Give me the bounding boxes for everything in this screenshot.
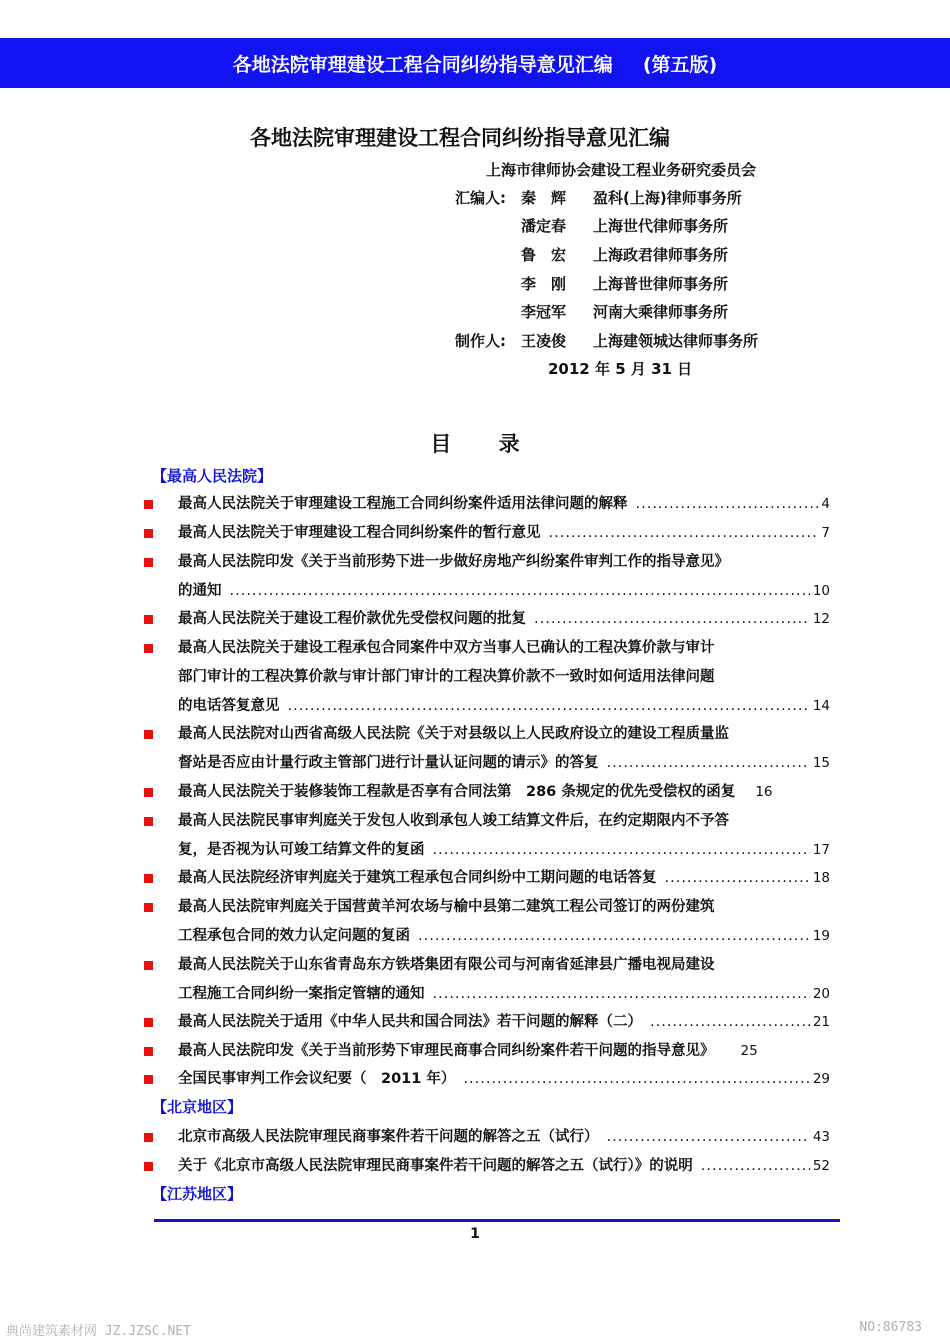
leader-dots	[636, 490, 819, 519]
watermark-site: 典尚建筑素材网 JZ.JZSC.NET	[6, 1324, 191, 1339]
bullet-icon	[144, 1075, 153, 1084]
toc-page-number: 52	[812, 1158, 830, 1174]
toc-page-number: 20	[812, 986, 830, 1002]
toc-page-number: 12	[812, 611, 830, 627]
leader-dots	[549, 519, 819, 548]
bullet-icon	[144, 615, 153, 624]
leader-dots	[534, 605, 810, 634]
bullet-icon	[144, 874, 153, 883]
page-number: 1	[470, 1226, 480, 1242]
credit-person: 秦 辉	[521, 188, 567, 207]
toc-page-number: 17	[812, 842, 830, 858]
bullet-icon	[144, 500, 153, 509]
leader-dots	[230, 577, 810, 606]
credit-row	[455, 186, 742, 208]
bullet-icon	[144, 730, 153, 739]
document-title: 各地法院审理建设工程合同纠纷指导意见汇编	[250, 126, 670, 150]
bullet-icon	[144, 788, 153, 797]
credit-person: 潘定春	[521, 216, 567, 235]
toc-page-number: 4	[821, 496, 830, 512]
leader-dots	[418, 922, 810, 951]
leader-dots	[288, 692, 810, 721]
leader-dots	[650, 1008, 810, 1037]
bullet-icon	[144, 1133, 153, 1142]
bullet-icon	[144, 529, 153, 538]
header-banner	[0, 38, 950, 88]
credit-row	[455, 214, 728, 236]
credit-firm: 河南大乘律师事务所	[593, 302, 729, 321]
toc-page-number: 10	[812, 583, 830, 599]
toc-page-number: 43	[812, 1129, 830, 1145]
bullet-icon	[144, 1018, 153, 1027]
credit-firm: 上海建领城达律师事务所	[593, 331, 759, 350]
toc-heading: 目 录	[430, 432, 540, 456]
leader-dots	[607, 1123, 810, 1152]
bullet-icon	[144, 558, 153, 567]
footer-rule	[154, 1219, 840, 1222]
credit-firm: 上海政君律师事务所	[593, 245, 729, 264]
credit-person: 王凌俊	[521, 331, 567, 350]
bullet-icon	[144, 903, 153, 912]
toc-page-number: 21	[812, 1014, 830, 1030]
credit-row	[455, 272, 728, 294]
credit-row	[455, 300, 728, 322]
bullet-icon	[144, 961, 153, 970]
leader-dots	[701, 1152, 810, 1181]
credit-firm: 盈科(上海)律师事务所	[593, 188, 742, 207]
toc-page-number: 25	[740, 1043, 758, 1059]
leader-dots	[433, 980, 810, 1009]
toc-page-number: 16	[755, 784, 773, 800]
toc-page-number: 14	[812, 698, 830, 714]
credit-person: 鲁 宏	[521, 245, 567, 264]
banner-title: 各地法院审理建设工程合同纠纷指导意见汇编	[232, 53, 613, 76]
watermark-id: NO:86783	[859, 1320, 922, 1335]
credit-role: 制作人:	[455, 331, 506, 350]
toc-page-number: 19	[812, 928, 830, 944]
credit-role: 汇编人:	[455, 188, 506, 207]
bullet-icon	[144, 817, 153, 826]
toc-section-jiangsu: 【江苏地区】	[152, 1185, 243, 1203]
bullet-icon	[144, 644, 153, 653]
credit-firm: 上海世代律师事务所	[593, 216, 729, 235]
leader-dots	[463, 1065, 809, 1094]
leader-dots	[665, 864, 810, 893]
toc-page-number: 29	[812, 1071, 830, 1087]
toc-page-number: 18	[812, 870, 830, 886]
credit-row	[455, 243, 728, 265]
bullet-icon	[144, 1162, 153, 1171]
toc-section-beijing: 【北京地区】	[152, 1098, 243, 1116]
organization: 上海市律师协会建设工程业务研究委员会	[486, 161, 757, 179]
toc-section-supreme-court: 【最高人民法院】	[152, 467, 273, 485]
toc-page-number: 15	[812, 755, 830, 771]
leader-dots	[433, 836, 810, 865]
banner-edition: (第五版)	[642, 53, 718, 76]
credit-person: 李冠军	[521, 302, 567, 321]
bullet-icon	[144, 1047, 153, 1056]
credit-person: 李 刚	[521, 274, 567, 293]
toc-page-number: 7	[821, 525, 830, 541]
leader-dots	[607, 749, 810, 778]
publication-date: 2012 年 5 月 31 日	[548, 360, 693, 378]
credit-firm: 上海普世律师事务所	[593, 274, 729, 293]
credit-row	[455, 329, 758, 351]
